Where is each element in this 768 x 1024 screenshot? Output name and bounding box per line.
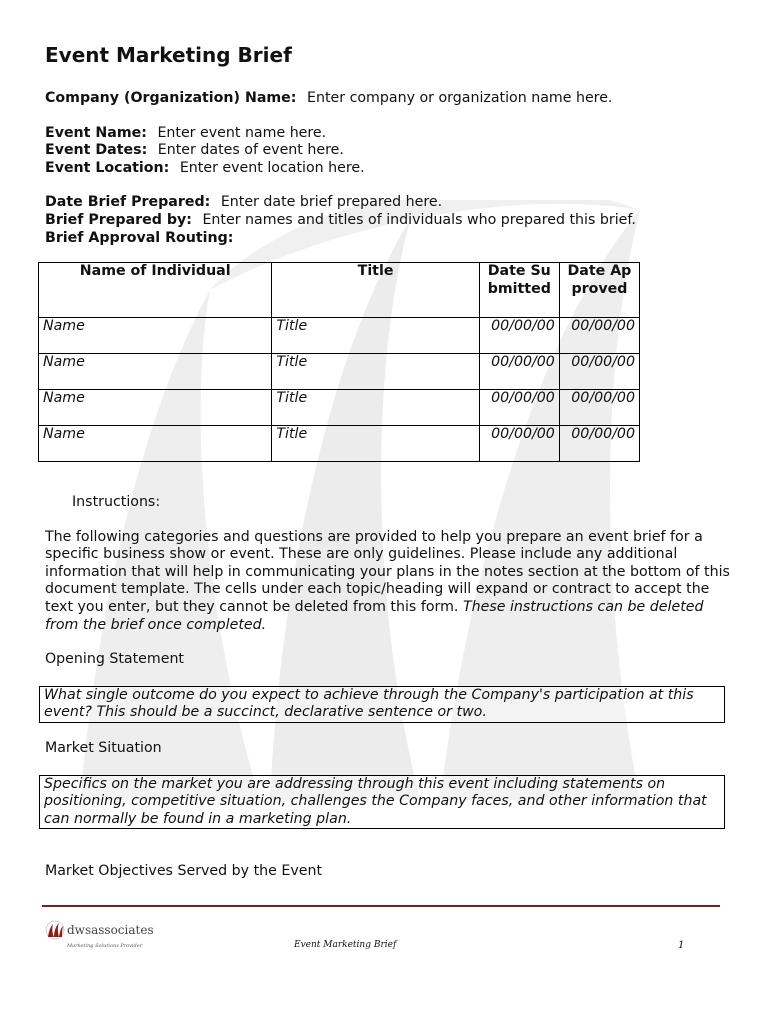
opening-statement-box[interactable]: What single outcome do you expect to achieve through the Company's participation at this event? This should be a succinct, declarative sentence or two. bbox=[39, 686, 725, 723]
cell-name[interactable]: Name bbox=[39, 318, 272, 354]
cell-name[interactable]: Name bbox=[39, 354, 272, 390]
event-location-row bbox=[45, 160, 735, 178]
company-name-label: Company (Organization) Name: bbox=[45, 90, 297, 106]
cell-date-approved[interactable]: 00/00/00 bbox=[559, 426, 639, 462]
market-situation-box[interactable]: Specifics on the market you are addressing through this event including statements on positioning, competitive situation, challenges the Company faces, and other information that can normally be found in a marketing plan. bbox=[39, 775, 725, 830]
footer-page-number: 1 bbox=[678, 940, 685, 951]
table-header-row bbox=[39, 263, 640, 318]
prepared-by-value[interactable]: Enter names and titles of individuals who prepared this brief. bbox=[202, 211, 636, 228]
cell-date-submitted[interactable]: 00/00/00 bbox=[479, 318, 559, 354]
date-prepared-value[interactable]: Enter date brief prepared here. bbox=[220, 194, 443, 211]
prepared-by-label: Brief Prepared by: bbox=[45, 211, 192, 228]
instructions-note: These instructions can be deleted from the brief once completed. bbox=[45, 598, 704, 633]
cell-title[interactable]: Title bbox=[272, 318, 479, 354]
cell-date-approved[interactable]: 00/00/00 bbox=[559, 318, 639, 354]
event-dates-label: Event Dates: bbox=[45, 142, 148, 159]
event-name-value[interactable]: Enter event name here. bbox=[157, 124, 327, 141]
market-objectives-label: Market Objectives Served by the Event bbox=[45, 863, 323, 880]
table-row bbox=[39, 426, 640, 462]
prepared-by-row bbox=[45, 212, 735, 230]
instructions-body: The following categories and questions are provided to help you prepare an event brief for a specific business show or event. These are only guidelines. Please include any additional information that will help in communicating your plans in the notes section at the bottom of this document template. The cells under each topic/heading will expand or contract to accept the text you enter, but they cannot be deleted from this form. bbox=[45, 528, 730, 615]
company-logo bbox=[45, 918, 155, 950]
company-name-row bbox=[45, 90, 735, 108]
table-row bbox=[39, 354, 640, 390]
cell-title[interactable]: Title bbox=[272, 390, 479, 426]
event-name-label: Event Name: bbox=[45, 124, 147, 141]
logo-tagline: Marketing Solutions Provider bbox=[67, 943, 143, 949]
cell-date-approved[interactable]: 00/00/00 bbox=[559, 390, 639, 426]
cell-date-approved[interactable]: 00/00/00 bbox=[559, 354, 639, 390]
table-row bbox=[39, 390, 640, 426]
instructions-text bbox=[45, 529, 735, 635]
document-title: Event Marketing Brief bbox=[45, 43, 292, 67]
event-dates-value[interactable]: Enter dates of event here. bbox=[157, 142, 344, 159]
approval-routing-row bbox=[45, 230, 735, 248]
company-name-value[interactable]: Enter company or organization name here. bbox=[306, 90, 613, 106]
cell-name[interactable]: Name bbox=[39, 426, 272, 462]
event-location-label: Event Location: bbox=[45, 159, 170, 176]
cell-date-submitted[interactable]: 00/00/00 bbox=[479, 390, 559, 426]
logo-text: dwsassociates bbox=[67, 923, 154, 937]
cell-date-submitted[interactable]: 00/00/00 bbox=[479, 354, 559, 390]
event-location-value[interactable]: Enter event location here. bbox=[179, 159, 365, 176]
header-name: Name of Individual bbox=[39, 263, 272, 318]
approval-table bbox=[38, 262, 640, 462]
header-date-submitted: Date Submitted bbox=[479, 263, 559, 318]
footer-document-title: Event Marketing Brief bbox=[294, 940, 397, 950]
footer-rule bbox=[42, 905, 720, 907]
date-prepared-row bbox=[45, 194, 735, 212]
instructions-label: Instructions: bbox=[72, 494, 161, 510]
header-date-approved: Date Approved bbox=[559, 263, 639, 318]
header-title: Title bbox=[272, 263, 479, 318]
document-page bbox=[43, 42, 735, 880]
event-name-row bbox=[45, 125, 735, 143]
market-situation-label: Market Situation bbox=[45, 739, 162, 756]
logo-mark-icon bbox=[45, 920, 65, 940]
approval-routing-label: Brief Approval Routing: bbox=[45, 229, 234, 246]
event-dates-row bbox=[45, 142, 735, 160]
table-row bbox=[39, 318, 640, 354]
cell-title[interactable]: Title bbox=[272, 354, 479, 390]
date-prepared-label: Date Brief Prepared: bbox=[45, 194, 211, 211]
cell-date-submitted[interactable]: 00/00/00 bbox=[479, 426, 559, 462]
cell-name[interactable]: Name bbox=[39, 390, 272, 426]
opening-statement-label: Opening Statement bbox=[45, 651, 185, 668]
cell-title[interactable]: Title bbox=[272, 426, 479, 462]
instructions-section bbox=[45, 494, 735, 898]
